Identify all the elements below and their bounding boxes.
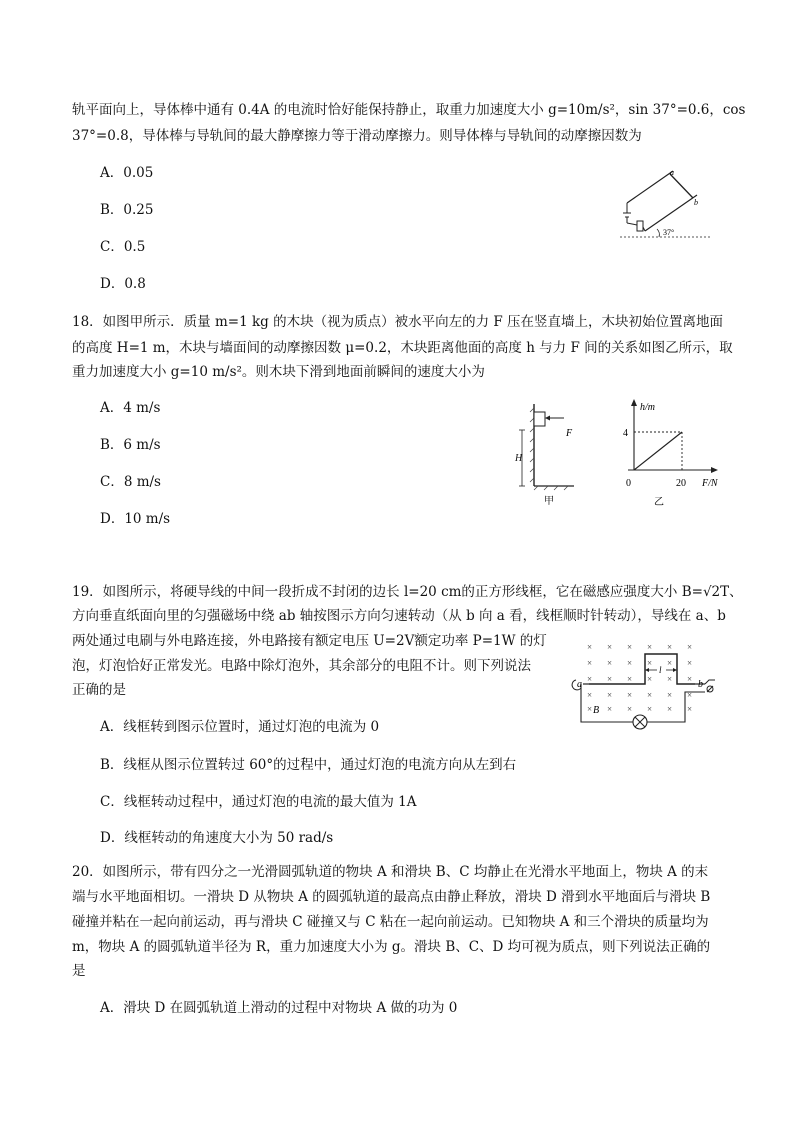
field-cross-icon: ×: [627, 690, 633, 700]
q20-text-line-5: 是: [72, 963, 86, 979]
q17-option-d[interactable]: D．0.8: [100, 276, 146, 292]
q19-label-B: B: [593, 705, 600, 716]
field-cross-icon: ×: [687, 658, 693, 668]
q20-option-a[interactable]: A．滑块 D 在圆弧轨道上滑动的过程中对物块 A 做的功为 0: [100, 1000, 458, 1016]
q19-option-d[interactable]: D．线框转动的角速度大小为 50 rad/s: [100, 830, 334, 846]
field-cross-icon: ×: [607, 704, 613, 714]
q18-series-line: [634, 432, 682, 470]
field-cross-icon: ×: [647, 642, 653, 652]
q17-option-c[interactable]: C．0.5: [100, 239, 146, 255]
q19-label-a: a: [577, 679, 582, 690]
field-cross-icon: ×: [587, 658, 593, 668]
field-cross-icon: ×: [627, 704, 633, 714]
q18-option-d[interactable]: D．10 m/s: [100, 511, 171, 527]
field-cross-icon: ×: [647, 704, 653, 714]
field-cross-icon: ×: [667, 690, 673, 700]
q18-text-line-3: 重力加速度大小 g=10 m/s²。则木块下滑到地面前瞬间的速度大小为: [72, 364, 485, 380]
field-cross-icon: ×: [607, 690, 613, 700]
field-cross-icon: ×: [667, 658, 673, 668]
q17-text-line-1: 轨平面向上，导体棒中通有 0.4A 的电流时恰好能保持静止，取重力加速度大小 g=10m/s²，sin 37°=0.6，cos: [72, 102, 746, 118]
q19-text-line-4: 泡，灯泡恰好正常发光。电路中除灯泡外，其余部分的电阻不计。则下列说法: [72, 658, 531, 674]
q17-angle-label: 37°: [663, 228, 675, 237]
q18-height-label: H: [515, 453, 523, 464]
field-cross-icon: ×: [647, 658, 653, 668]
field-cross-icon: ×: [587, 642, 593, 652]
q18-text-line-1: 18．如图甲所示．质量 m=1 kg 的木块（视为质点）被水平向左的力 F 压在竖直墙上，木块初始位置离地面: [72, 314, 724, 330]
field-cross-icon: ×: [667, 642, 673, 652]
q20-text-line-3: 碰撞并粘在一起向前运动，再与滑块 C 碰撞又与 C 粘在一起向前运动。已知物块 A 和三个滑块的质量均为: [72, 914, 709, 930]
q18-caption-yi: 乙: [654, 497, 664, 508]
q19-rotating-coil-figure: [567, 640, 722, 748]
q19-option-a[interactable]: A．线框转到图示位置时，通过灯泡的电流为 0: [100, 719, 380, 735]
field-cross-icon: ×: [587, 704, 593, 714]
q17-text-line-2: 37°=0.8，导体棒与导轨间的最大静摩擦力等于滑动摩擦力。则导体棒与导轨间的动摩擦因数为: [72, 128, 642, 144]
field-cross-icon: ×: [607, 674, 613, 684]
q18-option-b[interactable]: B．6 m/s: [100, 437, 161, 453]
field-cross-icon: ×: [607, 658, 613, 668]
field-cross-icon: ×: [627, 674, 633, 684]
q18-origin-label: 0: [626, 478, 631, 489]
q19-text-line-3: 两处通过电刷与外电路连接，外电路接有额定电压 U=2V额定功率 P=1W 的灯: [72, 633, 547, 649]
field-cross-icon: ×: [587, 674, 593, 684]
q18-wall-figure-jia: [512, 398, 592, 510]
field-cross-icon: ×: [687, 642, 693, 652]
q18-y-tick-4: 4: [623, 428, 628, 439]
q19-text-line-2: 方向垂直纸面向里的匀强磁场中绕 ab 轴按图示方向匀速转动（从 b 向 a 看，线框顺时针转动），导线在 a、b: [72, 608, 726, 624]
field-cross-icon: ×: [627, 642, 633, 652]
q19-label-l: l: [659, 665, 662, 675]
q17-label-b: b: [694, 198, 698, 207]
field-cross-icon: ×: [687, 704, 693, 714]
q20-text-line-1: 20．如图所示，带有四分之一光滑圆弧轨道的物块 A 和滑块 B、C 均静止在光滑水平地面上，物块 A 的末: [72, 864, 709, 880]
q18-text-line-2: 的高度 H=1 m，木块与墙面间的动摩擦因数 μ=0.2，木块距离他面的高度 h 与力 F 间的关系如图乙所示，取: [72, 340, 733, 356]
q19-text-line-5: 正确的是: [72, 682, 126, 698]
q18-caption-jia: 甲: [544, 496, 554, 507]
q18-x-tick-20: 20: [676, 478, 686, 489]
q17-incline-rail-figure: [615, 165, 715, 245]
field-cross-icon: ×: [687, 674, 693, 684]
q18-force-label: F: [566, 428, 573, 439]
q18-option-a[interactable]: A．4 m/s: [100, 400, 161, 416]
q18-graph-yi: [610, 396, 740, 514]
q17-label-a: a: [670, 168, 674, 177]
q19-text-line-1: 19．如图所示，将硬导线的中间一段折成不封闭的边长 l=20 cm的正方形线框，它在磁感应强度大小 B=√2T、: [72, 584, 743, 600]
q17-option-b[interactable]: B．0.25: [100, 202, 154, 218]
q20-text-line-2: 端与水平地面相切。一滑块 D 从物块 A 的圆弧轨道的最高点由静止释放，滑块 D 滑到水平地面后与滑块 B: [72, 889, 711, 905]
field-cross-icon: ×: [587, 690, 593, 700]
field-cross-icon: ×: [647, 690, 653, 700]
q18-y-axis-label: h/m: [640, 402, 655, 413]
q19-option-b[interactable]: B．线框从图示位置转过 60°的过程中，通过灯泡的电流方向从左到右: [100, 757, 517, 773]
q17-option-a[interactable]: A．0.05: [100, 165, 154, 181]
q19-option-c[interactable]: C．线框转动过程中，通过灯泡的电流的最大值为 1A: [100, 794, 417, 810]
q18-x-axis-label: F/N: [702, 478, 718, 489]
field-cross-icon: ×: [687, 690, 693, 700]
q19-label-b: b: [698, 679, 703, 690]
q20-text-line-4: m，物块 A 的圆弧轨道半径为 R，重力加速度大小为 g。滑块 B、C、D 均可视为质点，则下列说法正确的: [72, 939, 711, 955]
field-cross-icon: ×: [607, 642, 613, 652]
field-cross-icon: ×: [667, 704, 673, 714]
field-cross-icon: ×: [667, 674, 673, 684]
field-cross-icon: ×: [647, 674, 653, 684]
q18-option-c[interactable]: C．8 m/s: [100, 474, 161, 490]
field-cross-icon: ×: [627, 658, 633, 668]
